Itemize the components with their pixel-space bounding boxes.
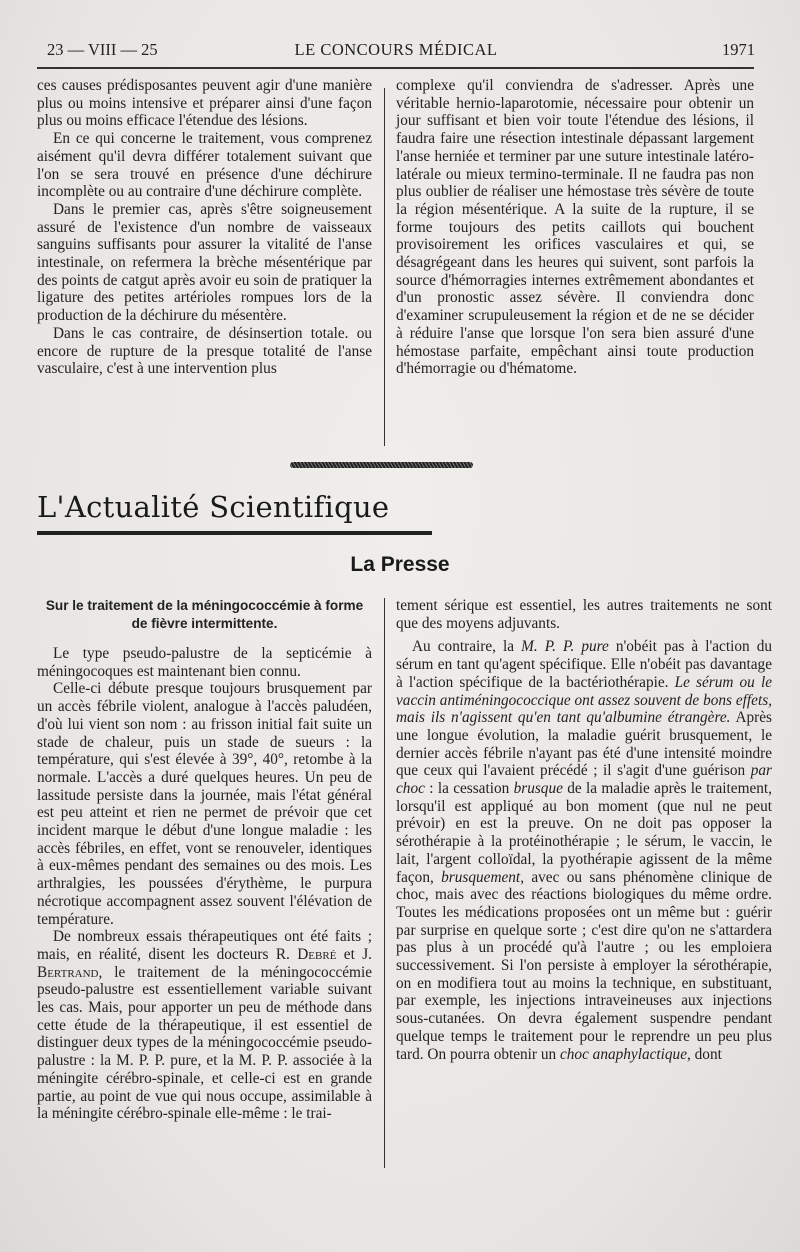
decorative-ornament — [290, 462, 473, 468]
paragraph: ces causes prédisposantes peuvent agir d'une manière plus ou moins intensive et préparer ainsi d'une façon plus ou moins efficace l'étendue des lésions. — [37, 77, 372, 130]
page-header — [37, 38, 755, 64]
italic-run: brusquement — [441, 868, 521, 886]
paragraph: Dans le cas contraire, de désinsertion totale. ou encore de rupture de la presque totalité de l'anse vasculaire, c'est à une intervention plus — [37, 324, 372, 378]
text-run: Après une longue évolution, la maladie guérit brusquement, le dernier accès fébrile n'ayant pas été d'une intensité moindre que ceux qui l'avaient précédé ; il s'agit d'une guérison — [396, 709, 772, 780]
paragraph: tement sérique est essentiel, les autres traitements ne sont que des moyens adjuvants. — [396, 597, 772, 632]
paragraph: Le type pseudo-palustre de la septicémie à méningocoques est maintenant bien connu. — [37, 645, 372, 680]
author-name: Debré — [297, 945, 337, 963]
section-title: L'Actualité Scientifique — [37, 490, 390, 524]
paragraph: complexe qu'il conviendra de s'adresser. Après une véritable hernio-laparotomie, nécessaire pour obtenir un jour suffisant et bien voir toute l'étendue des lésions, il faudra faire une résection intestinale dépassant largement l'anse herniée et terminer par une suture intestinale latéro-latérale ou mieux termino-terminale. Il ne faudra pas non plus oublier de réaliser une hémostase très sévère de toute la région mésentérique. A la suite de la rupture, il se forme toujours des petits caillots qui bouchent provisoirement les orifices vasculaires et qui, se désagrégeant dans les heures qui suivent, sont parfois la source d'hémorragies internes extrêmement abondantes et d'un pronostic assez sévère. Il conviendra donc d'examiner scrupuleusement la région et de ne se décider à réduire l'anse que lorsque l'on sera bien assuré d'une hémostase parfaite, empêchant ainsi toute production d'hémorragie ou d'hématome. — [396, 77, 754, 378]
italic-run: M. P. P. pure — [521, 638, 609, 656]
article-left-column — [37, 645, 372, 1123]
text-run: Au contraire, la — [412, 638, 522, 656]
issue-date: 23 — VIII — 25 — [47, 40, 158, 59]
text-run: : la cessation — [424, 780, 514, 798]
italic-run: brusque — [513, 780, 563, 798]
author-name: Bertrand — [37, 963, 99, 981]
text-run: De nombreux essais thérapeutiques ont été faits ; mais, en réalité, disent les docteurs R. — [37, 928, 372, 963]
top-left-column — [37, 77, 372, 378]
top-right-column — [396, 77, 754, 378]
journal-title: LE CONCOURS MÉDICAL — [294, 40, 498, 59]
paragraph — [37, 928, 372, 1123]
subsection-title: La Presse — [350, 553, 450, 576]
column-divider — [384, 88, 385, 446]
article-right-column — [396, 597, 772, 1063]
page-number: 1971 — [722, 40, 755, 59]
paragraph: Dans le premier cas, après s'être soigneusement assuré de l'existence d'un nombre de vaisseaux sanguins suffisants pour assurer la vitalité de l'anse intestinale, on refermera la brèche mésentérique par des points de catgut après avoir eu soin de pratiquer la ligature des petites artérioles rompues lors de la production de la déchirure du mésentère. — [37, 200, 372, 325]
paragraph: En ce qui concerne le traitement, vous comprenez aisément qu'il devra différer totalement suivant que l'on se sera trouvé en présence d'une déchirure incomplète ou au contraire d'une déchirure complète. — [37, 130, 372, 201]
text-run: , le traitement de la méningococcémie pseudo-palustre est essentiellement variable suivant les cas. Mais, pour apporter un peu de méthode dans cette étude de la thérapeutique, il est essentiel de distinguer deux types de la méningococcémie pseudo-palustre : la M. P. P. pure, et la M. P. P. associée à la méningite cérébro-spinale, et celle-ci est en grande partie, au point de vue qui nous occupe, assimilable à la méningite cérébro-spinale elle-même : le trai- — [37, 963, 372, 1123]
italic-run: par choc — [396, 762, 772, 798]
section-rule — [37, 531, 432, 535]
paragraph: Celle-ci débute presque toujours brusquement par un accès fébrile violent, analogue à l'accès paludéen, d'où lui vient son nom : au frisson initial fait suite un stade de chaleur, puis un stade de sueurs : la température, qui s'est élevée à 39°, 40°, retombe à la normale. L'accès a duré quelques heures. Un peu de lassitude persiste dans la journée, mais l'état général est peu atteint et rien ne permet de prévoir que cet incident marque le début d'une longue maladie : les accès fébriles, en effet, vont se renouveler, identiques à eux-mêmes pendant des semaines ou des mois. Les arthralgies, les poussées d'érythème, le purpura nécrotique accompagnent assez souvent l'élévation de température. — [37, 680, 372, 928]
column-divider — [384, 598, 385, 1168]
paragraph — [396, 638, 772, 1063]
italic-run: choc anaphylactique — [559, 1045, 687, 1063]
article-title: Sur le traitement de la méningococcémie à forme de fièvre intermittente. — [45, 598, 364, 631]
header-rule — [37, 67, 754, 69]
text-run: , avec ou sans phénomène clinique de choc, mais avec des réactions biologiques du même ordre. Toutes les médications proposées ont un même but : guérir par surprise en quelque sorte ; c'est dire qu'on ne s'attardera pas plus à un procédé qu'à l'autre ; ou les emploiera successivement. Si l'on persiste à employer la sérothérapie, on en modifiera tout au moins la technique, en substituant, par exemple, les injections intraveineuses aux injections sous-cutanées. On devra également suspendre pendant quelque temps le traitement pour le reprendre un peu plus tard. On pourra obtenir un — [396, 868, 772, 1063]
text-run: et J. — [336, 945, 373, 963]
text-run: n'obéit pas à l'action du sérum en tant qu'agent spécifique. Elle n'obéit pas davantage à l'action spécifique de la bactériothérapie. — [396, 638, 773, 691]
text-run: de la maladie après le traitement, lorsqu'il est appliqué au bon moment (que nul ne peut prévoir) en est la preuve. On ne doit pas opposer la sérothérapie à la protéinothérapie ; le sérum, le vaccin, le lait, l'argent colloïdal, la pyothérapie agissent de la même façon, — [396, 780, 772, 886]
text-run: , dont — [687, 1045, 722, 1063]
italic-run: Le sérum ou le vaccin antiméningococcique ont assez souvent de bons effets, mais ils n'agissent qu'en tant qu'albumine étrangère. — [396, 673, 772, 727]
